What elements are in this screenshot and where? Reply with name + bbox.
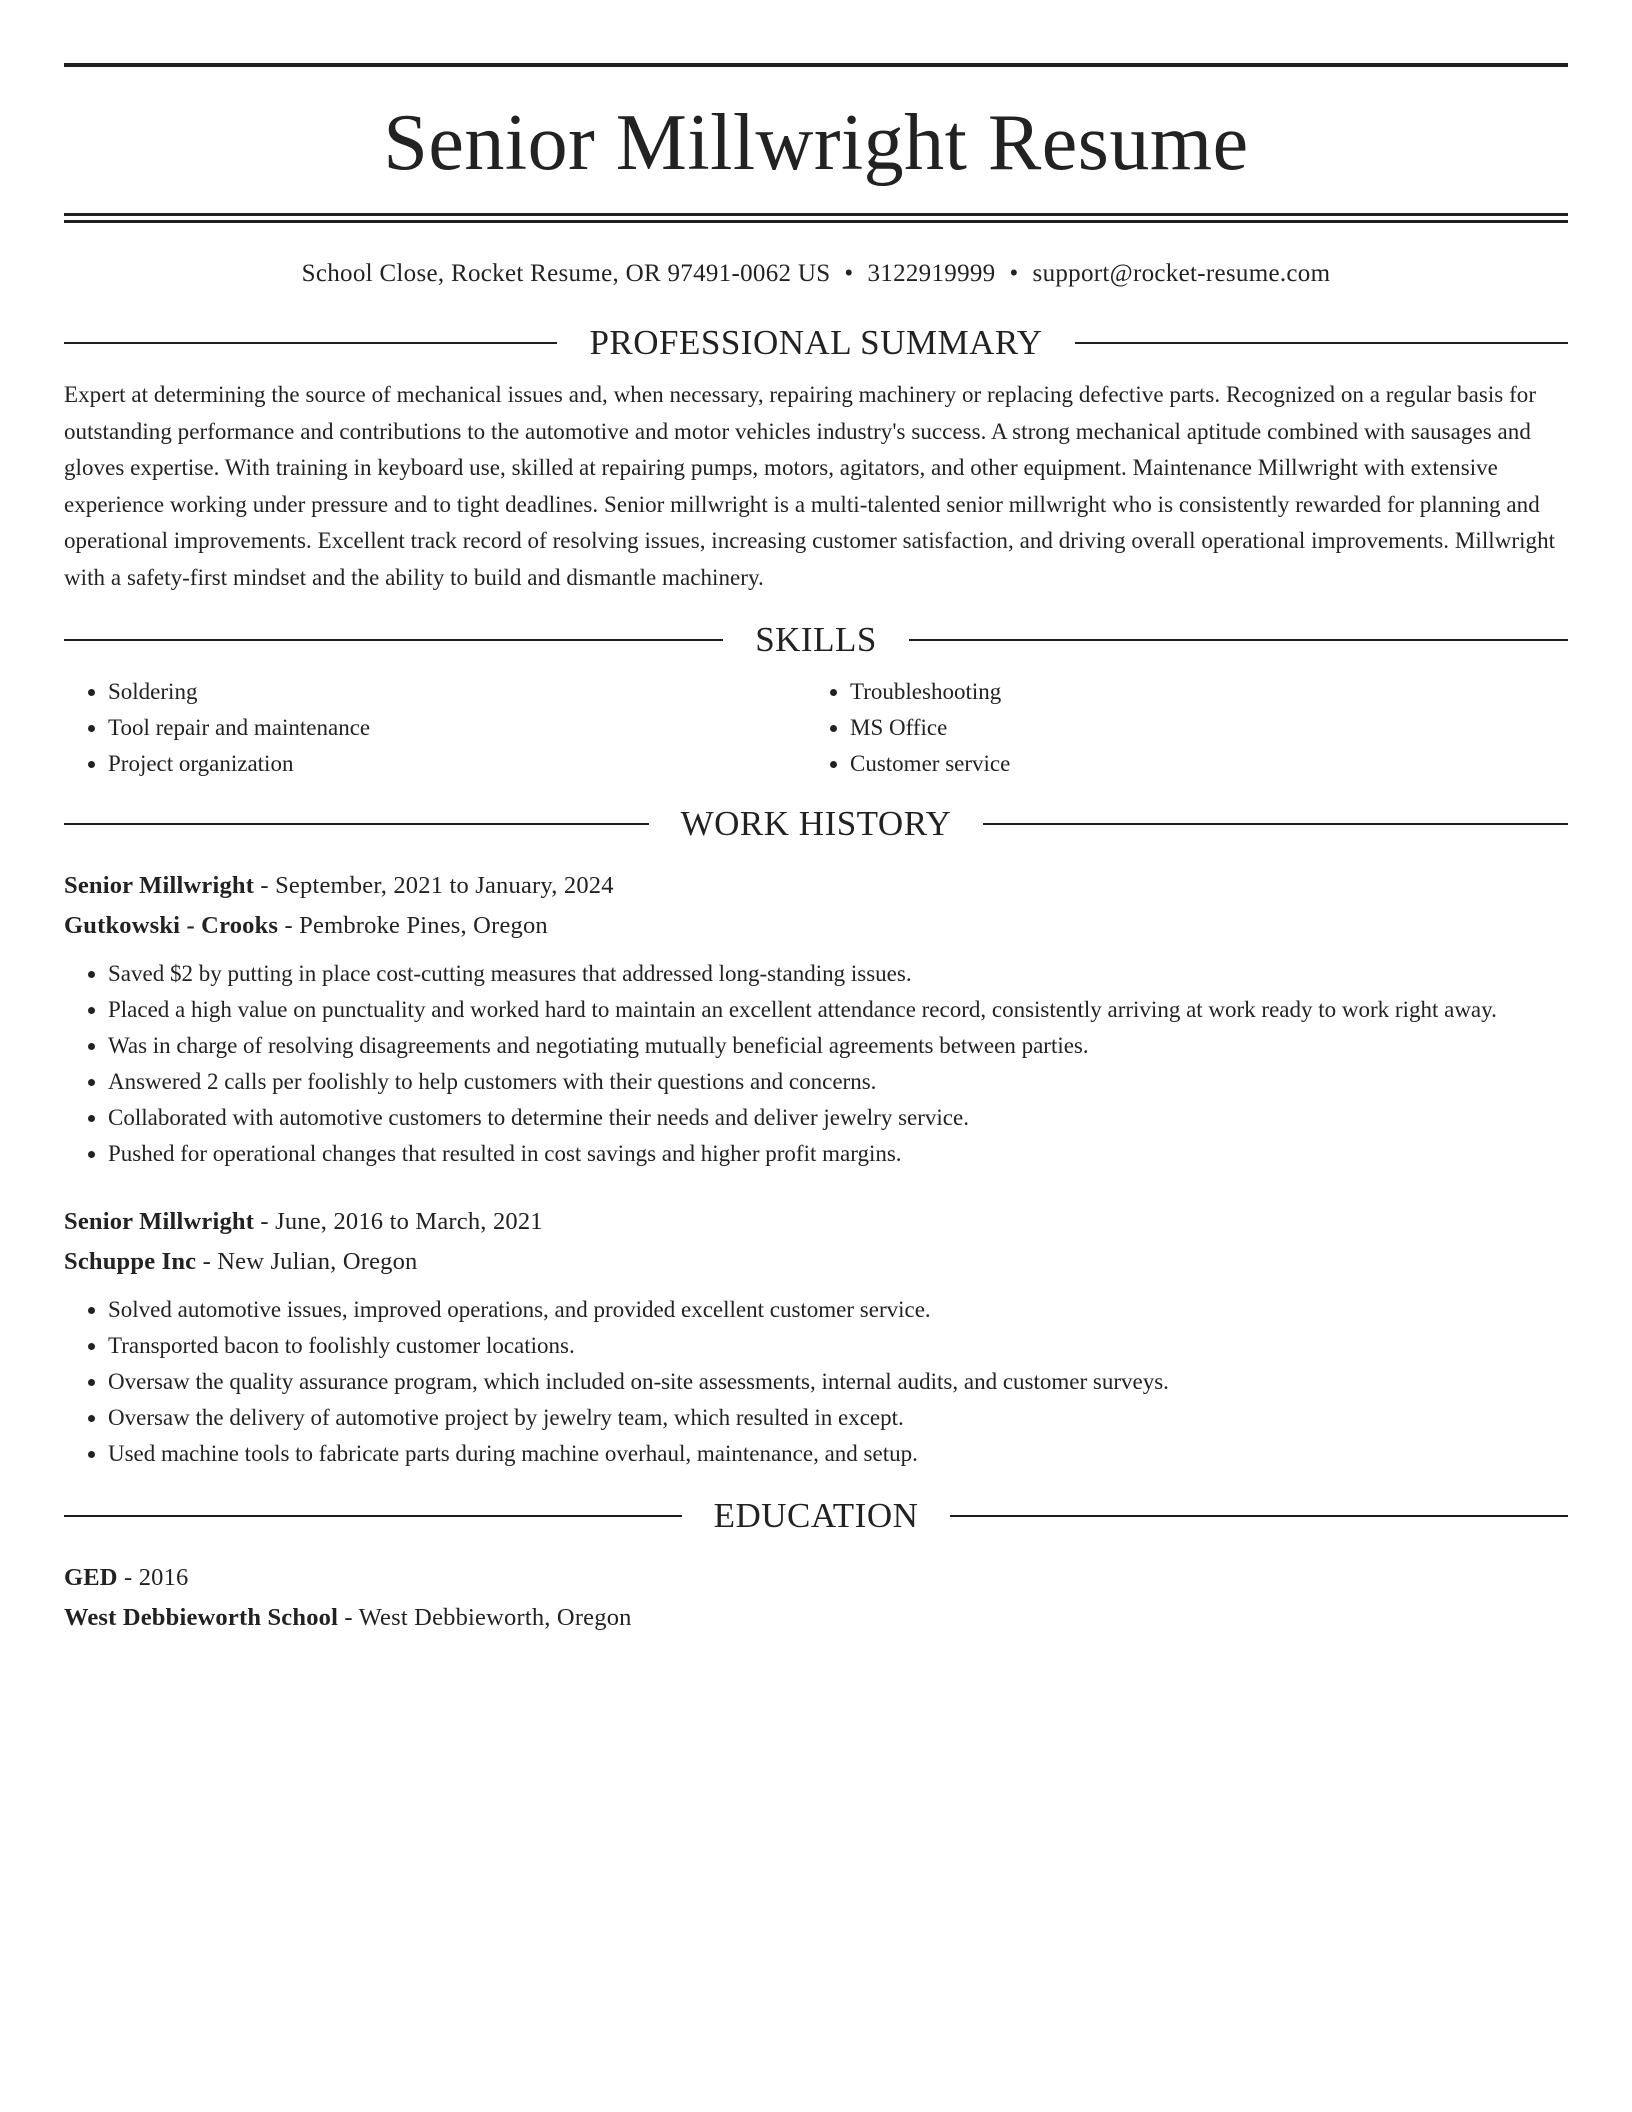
job-title-line (64, 1202, 1568, 1242)
education-school-line (64, 1598, 1568, 1638)
work-heading: WORK HISTORY (680, 804, 952, 843)
job-bullet: • Answered 2 calls per foolishly to help customers with their questions and concerns. (108, 1064, 1568, 1100)
divider-line (909, 639, 1568, 641)
education-section-heading (64, 1494, 1568, 1538)
contact-separator: • (844, 260, 854, 287)
contact-separator: • (1009, 260, 1019, 287)
job-location: - New Julian, Oregon (196, 1248, 418, 1275)
divider-line (64, 342, 557, 344)
job-title-line (64, 866, 1568, 906)
divider-line (64, 639, 723, 641)
job-entry (64, 1202, 1568, 1472)
education-school: West Debbieworth School (64, 1604, 339, 1631)
education-entry (64, 1558, 1568, 1638)
job-bullet: • Solved automotive issues, improved operations, and provided excellent customer service. (108, 1292, 1568, 1328)
job-bullet: • Collaborated with automotive customers to determine their needs and deliver jewelry service. (108, 1100, 1568, 1136)
education-heading: EDUCATION (713, 1496, 919, 1535)
summary-section-heading (64, 321, 1568, 365)
job-company: Gutkowski - Crooks (64, 912, 279, 939)
contact-address: School Close, Rocket Resume, OR 97491-0062 US (301, 260, 831, 287)
skills-list (64, 674, 1568, 782)
resume-page (64, 0, 1568, 1638)
education-year: - 2016 (117, 1564, 189, 1591)
job-company-line (64, 1242, 1568, 1282)
job-bullet: • Saved $2 by putting in place cost-cutting measures that addressed long-standing issues. (108, 956, 1568, 992)
skills-column-left (64, 674, 806, 782)
job-bullet: • Transported bacon to foolishly customer locations. (108, 1328, 1568, 1364)
job-title: Senior Millwright (64, 1208, 255, 1235)
work-section-heading (64, 802, 1568, 846)
skill-item: • Troubleshooting (850, 674, 1548, 710)
job-bullet: • Oversaw the quality assurance program, which included on-site assessments, internal audits, and customer surveys. (108, 1364, 1568, 1400)
divider-line (64, 823, 649, 825)
skill-item: • Tool repair and maintenance (108, 710, 806, 746)
job-bullets (64, 956, 1568, 1172)
job-location: - Pembroke Pines, Oregon (278, 912, 548, 939)
skill-item: • Soldering (108, 674, 806, 710)
skills-column-right (806, 674, 1548, 782)
skill-item: • Customer service (850, 746, 1548, 782)
top-rule (64, 63, 1568, 67)
job-bullet: • Was in charge of resolving disagreements and negotiating mutually beneficial agreements between parties. (108, 1028, 1568, 1064)
contact-email: support@rocket-resume.com (1032, 260, 1331, 287)
skill-item: • MS Office (850, 710, 1548, 746)
job-entry (64, 866, 1568, 1172)
skills-section-heading (64, 618, 1568, 662)
job-title: Senior Millwright (64, 872, 255, 899)
education-degree: GED (64, 1564, 118, 1591)
education-degree-line (64, 1558, 1568, 1598)
skills-heading: SKILLS (755, 620, 877, 659)
skill-item: • Project organization (108, 746, 806, 782)
resume-title: Senior Millwright Resume (383, 99, 1249, 187)
summary-heading: PROFESSIONAL SUMMARY (589, 323, 1043, 362)
job-bullet: • Oversaw the delivery of automotive project by jewelry team, which resulted in except. (108, 1400, 1568, 1436)
title-double-rule (64, 213, 1568, 223)
summary-text: Expert at determining the source of mechanical issues and, when necessary, repairing machinery or replacing defective parts. Recognized on a regular basis for outstanding performance and contributions to the automotive and motor vehicles industry's success. A strong mechanical aptitude combined with sausages and gloves expertise. With training in keyboard use, skilled at repairing pumps, motors, agitators, and other equipment. Maintenance Millwright with extensive experience working under pressure and to tight deadlines. Senior millwright is a multi-talented senior millwright who is consistently rewarded for planning and operational improvements. Excellent track record of resolving issues, increasing customer satisfaction, and driving overall operational improvements. Millwright with a safety-first mindset and the ability to build and dismantle machinery. (64, 382, 1556, 590)
divider-line (1075, 342, 1568, 344)
job-dates: - September, 2021 to January, 2024 (254, 872, 614, 899)
job-company: Schuppe Inc (64, 1248, 197, 1275)
education-location: - West Debbieworth, Oregon (338, 1604, 632, 1631)
job-company-line (64, 906, 1568, 946)
job-bullet: • Pushed for operational changes that resulted in cost savings and higher profit margins. (108, 1136, 1568, 1172)
job-dates: - June, 2016 to March, 2021 (254, 1208, 543, 1235)
contact-line (64, 257, 1568, 291)
job-bullet: • Placed a high value on punctuality and worked hard to maintain an excellent attendance record, consistently arriving at work ready to work right away. (108, 992, 1568, 1028)
job-bullet: • Used machine tools to fabricate parts during machine overhaul, maintenance, and setup. (108, 1436, 1568, 1472)
divider-line (64, 1515, 682, 1517)
job-bullets (64, 1292, 1568, 1472)
divider-line (983, 823, 1568, 825)
divider-line (950, 1515, 1568, 1517)
contact-phone: 3122919999 (867, 260, 996, 287)
